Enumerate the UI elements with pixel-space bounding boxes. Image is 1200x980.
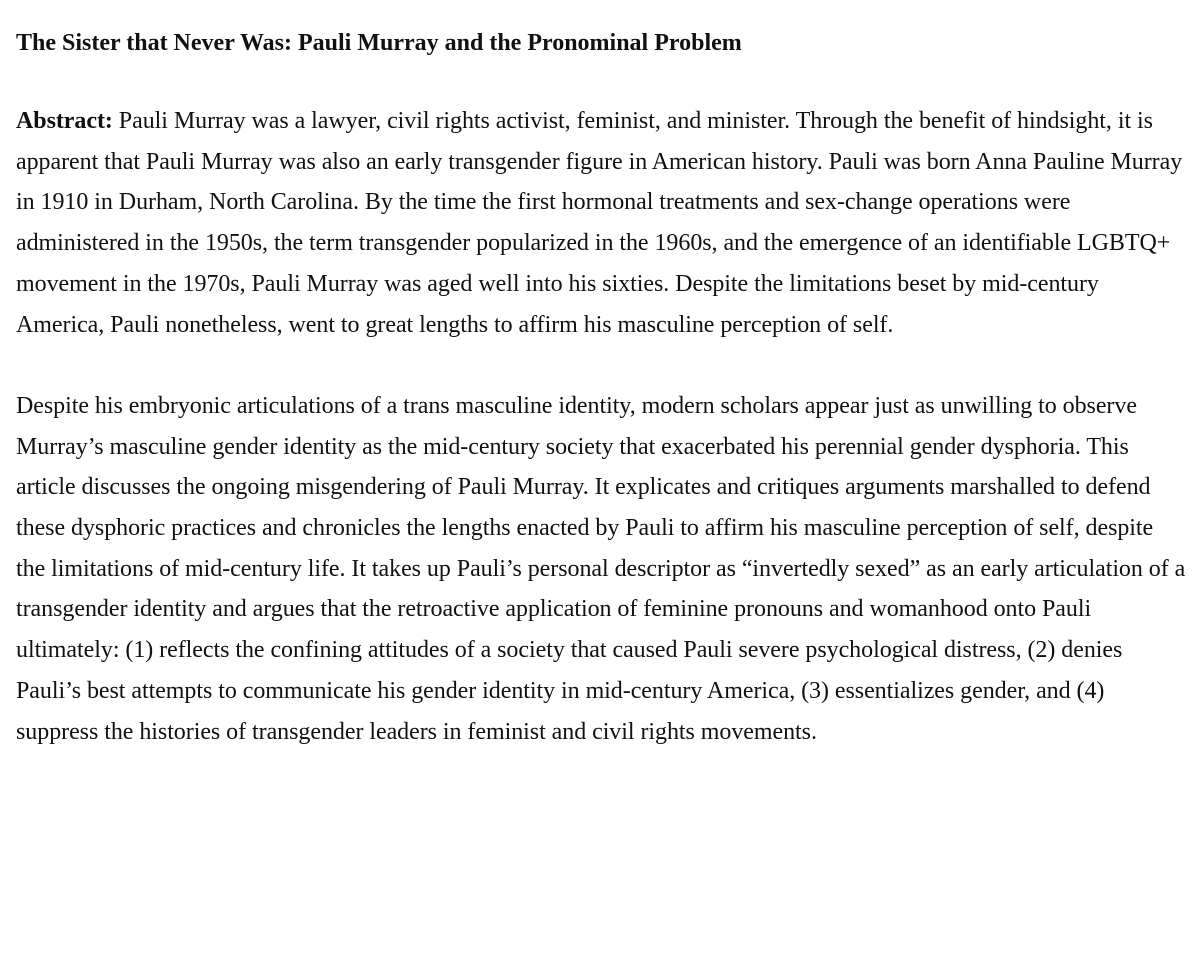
abstract-label: Abstract: [16, 108, 113, 134]
document-title: The Sister that Never Was: Pauli Murray and the Pronominal Problem [16, 30, 742, 56]
document-page [16, 26, 1188, 752]
abstract-paragraph [16, 101, 1188, 345]
abstract-text: Pauli Murray was a lawyer, civil rights activist, feminist, and minister. Through the benefit of hindsight, it is apparent that Pauli Murray was also an early transgender figure in American history. Pauli was born Anna Pauline Murray in 1910 in Durham, North Carolina. By the time the first hormonal treatments and sex-change operations were administered in the 1950s, the term transgender popularized in the 1960s, and the emergence of an identifiable LGBTQ+ movement in the 1970s, Pauli Murray was aged well into his sixties. Despite the limitations beset by mid-century America, Pauli nonetheless, went to great lengths to affirm his masculine perception of self. [16, 108, 1183, 338]
second-paragraph: Despite his embryonic articulations of a trans masculine identity, modern scholars appear just as unwilling to observe Murray’s masculine gender identity as the mid-century society that exacerbated his perennial gender dysphoria. This article discusses the ongoing misgendering of Pauli Murray. It explicates and critiques arguments marshalled to defend these dysphoric practices and chronicles the lengths enacted by Pauli to affirm his masculine perception of self, despite the limitations of mid-century life. It takes up Pauli’s personal descriptor as “invertedly sexed” as an early articulation of a transgender identity and argues that the retroactive application of feminine pronouns and womanhood onto Pauli ultimately: (1) reflects the confining attitudes of a society that caused Pauli severe psychological distress, (2) denies Pauli’s best attempts to communicate his gender identity in mid-century America, (3) essentializes gender, and (4) suppress the histories of transgender leaders in feminist and civil rights movements. [16, 392, 1186, 745]
